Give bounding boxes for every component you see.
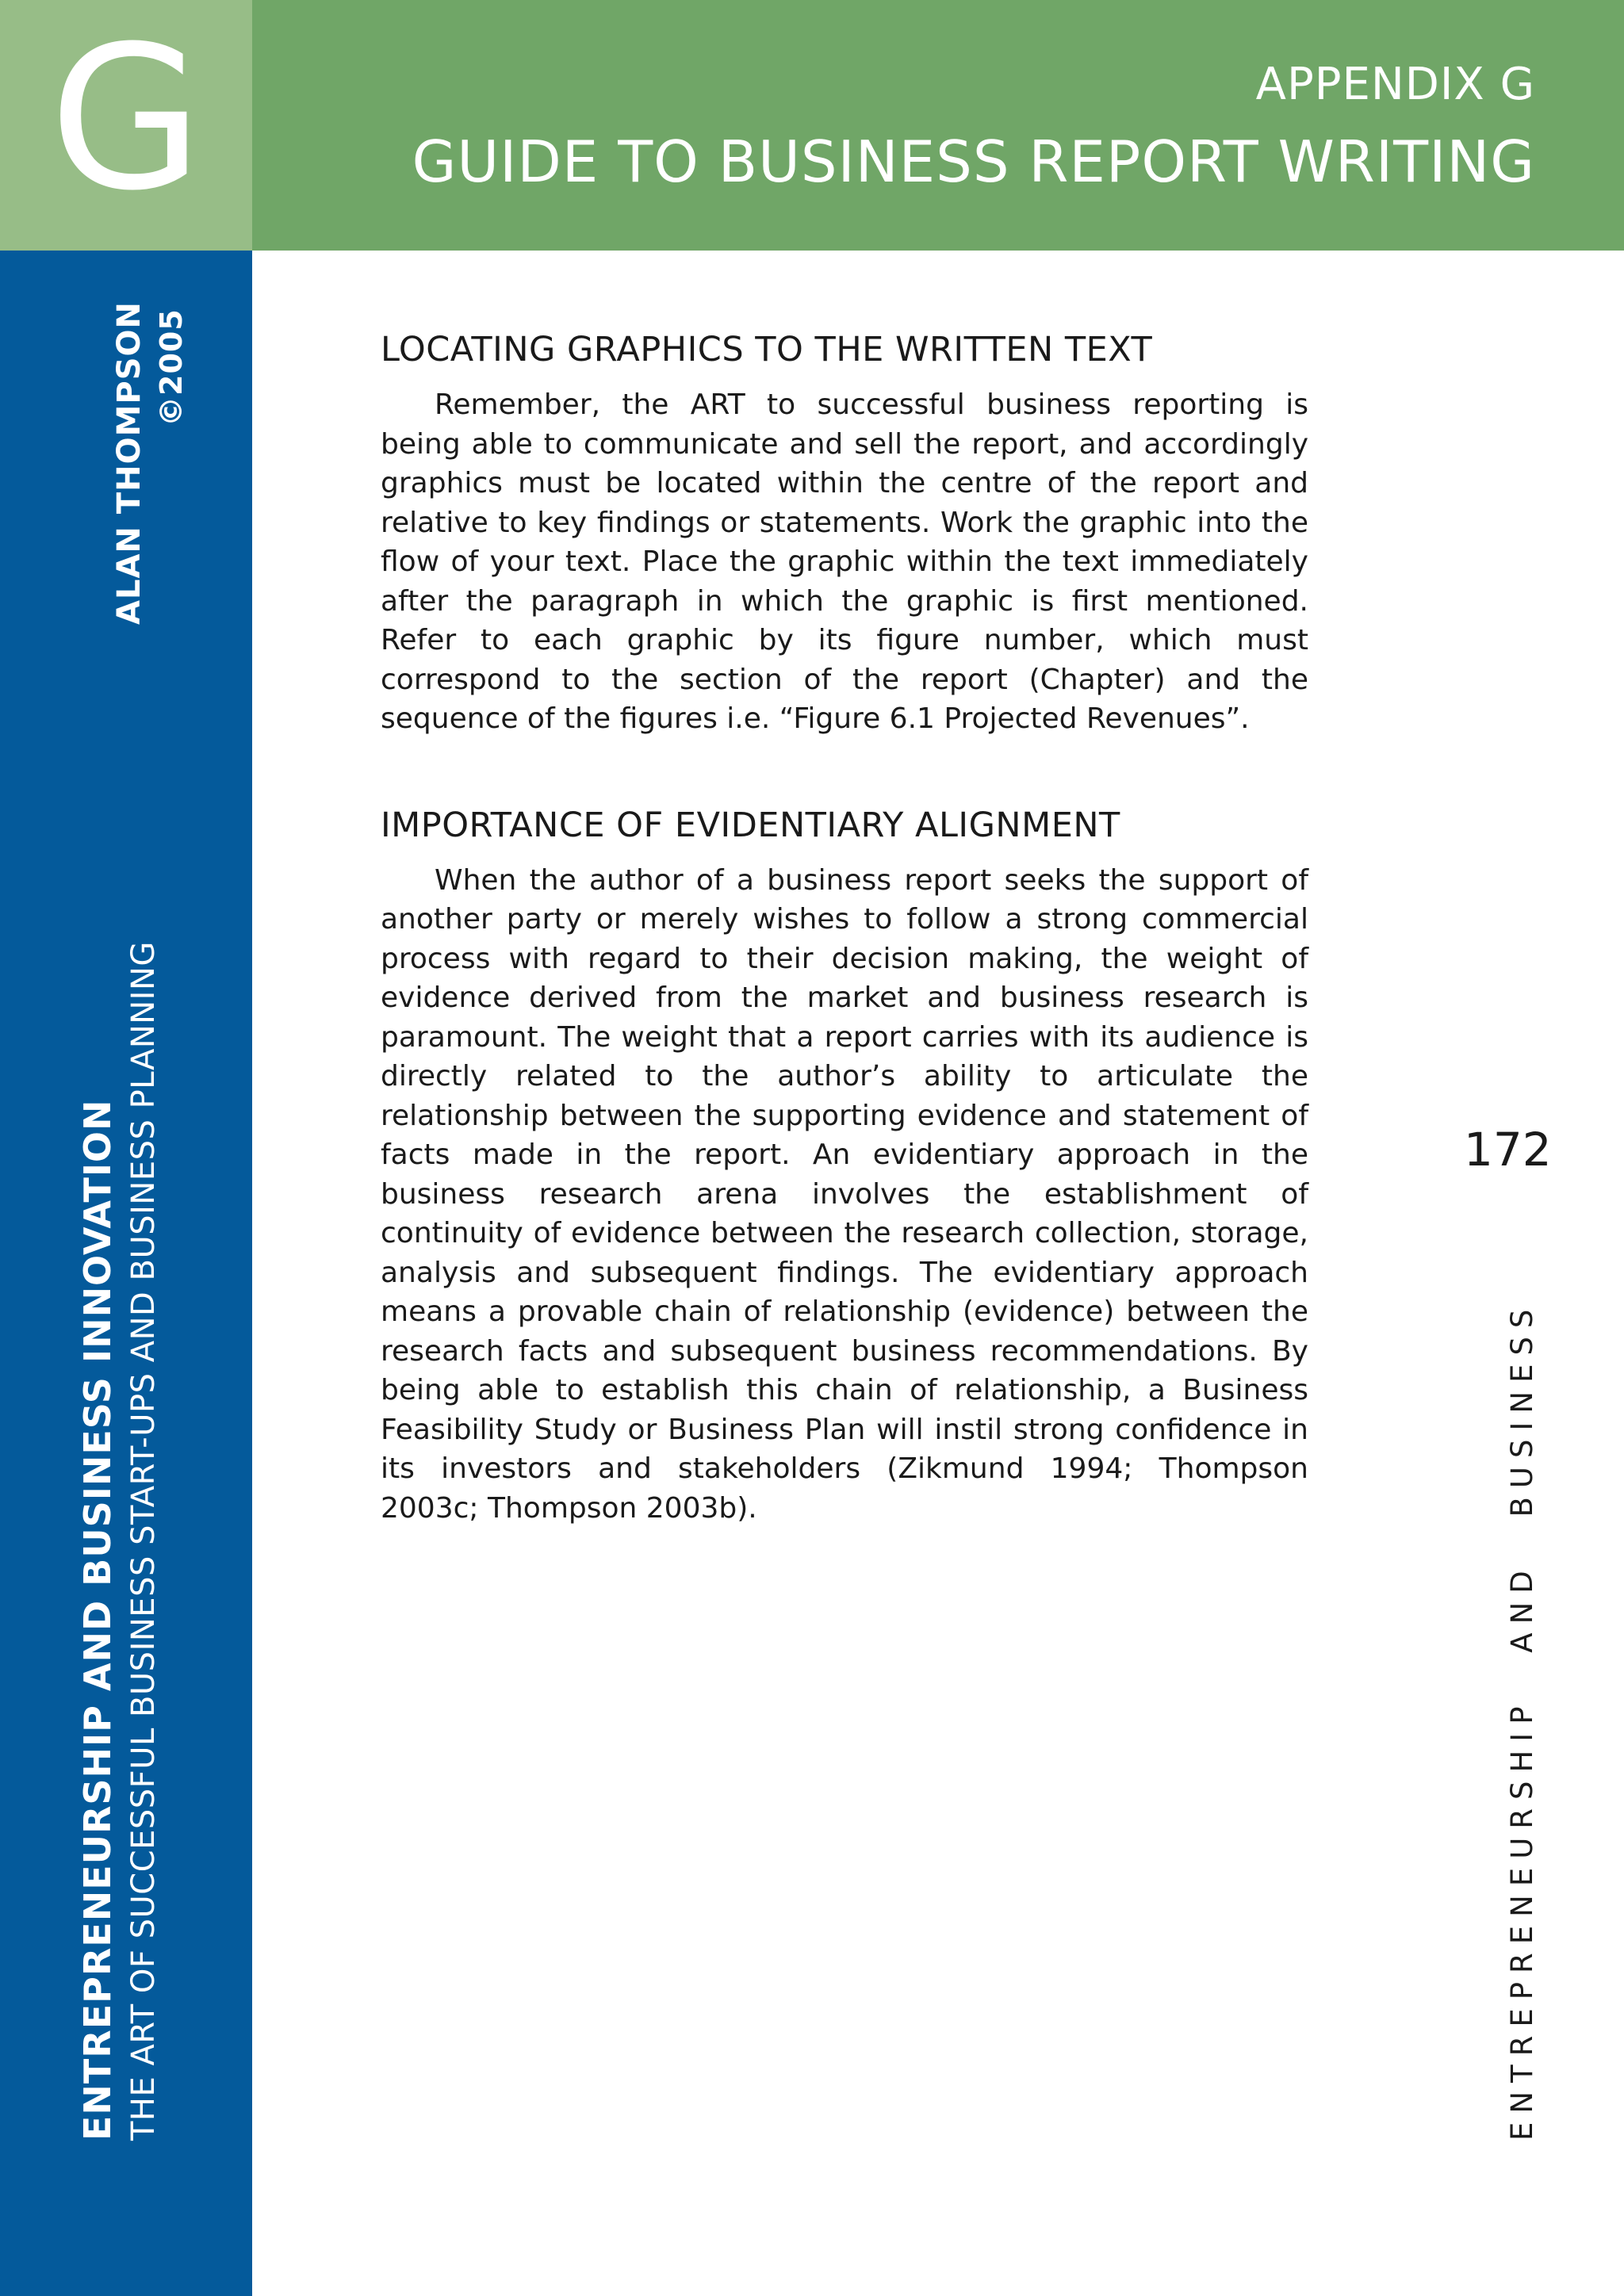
book-subtitle: THE ART OF SUCCESSFUL BUSINESS START-UPS AND BUSINESS PLANNING	[125, 941, 162, 2141]
section-heading: IMPORTANCE OF EVIDENTIARY ALIGNMENT	[381, 805, 1120, 845]
main-content	[381, 325, 1308, 1528]
chapter-title: GUIDE TO BUSINESS REPORT WRITING	[412, 128, 1535, 195]
section-locating-graphics	[381, 325, 1308, 739]
section-paragraph: Remember, the ART to successful business reporting is being able to communicate and sell the report, and accordingly graphics must be located within the centre of the report and relative to key findings or statements. Work the graphic into the flow of your text. Place the graphic within the text immediately after the paragraph in which the graphic is first mentioned. Refer to each graphic by its figure number, which must correspond to the section of the report (Chapter) and the sequence of the figures i.e. “Figure 6.1 Projected Revenues”.	[381, 388, 1308, 735]
copyright-year: ©2005	[154, 308, 189, 427]
page-header	[252, 0, 1624, 251]
page-number: 172	[1464, 1123, 1552, 1177]
chapter-letter: G	[49, 3, 203, 234]
section-evidentiary-alignment	[381, 801, 1308, 1529]
book-title: ENTREPRENEURSHIP AND BUSINESS INNOVATION	[76, 1099, 119, 2141]
section-heading: LOCATING GRAPHICS TO THE WRITTEN TEXT	[381, 330, 1153, 369]
author-name: ALAN THOMPSON	[111, 301, 147, 625]
section-paragraph: When the author of a business report seeks the support of another party or merely wishes to follow a strong commercial process with regard to their decision making, the weight of evidence derived from the market and business research is paramount. The weight that a report carries with its audience is directly related to the author’s ability to articulate the relationship between the supporting evidence and statement of facts made in the report. An evidentiary approach in the business research arena involves the establishment of continuity of evidence between the research collection, storage, analysis and subsequent findings. The evidentiary approach means a provable chain of relationship (evidence) between the research facts and subsequent business recommendations. By being able to establish this chain of relationship, a Business Feasibility Study or Business Plan will instil strong confidence in its investors and stakeholders (Zikmund 1994; Thompson 2003c; Thompson 2003b).	[381, 863, 1308, 1525]
chapter-letter-block	[0, 0, 252, 251]
running-footer: ENTREPRENEURSHIP AND BUSINESS	[1505, 1300, 1539, 2141]
sidebar	[0, 251, 252, 2296]
section-spacer	[381, 739, 1308, 801]
appendix-label: APPENDIX G	[1255, 59, 1535, 110]
